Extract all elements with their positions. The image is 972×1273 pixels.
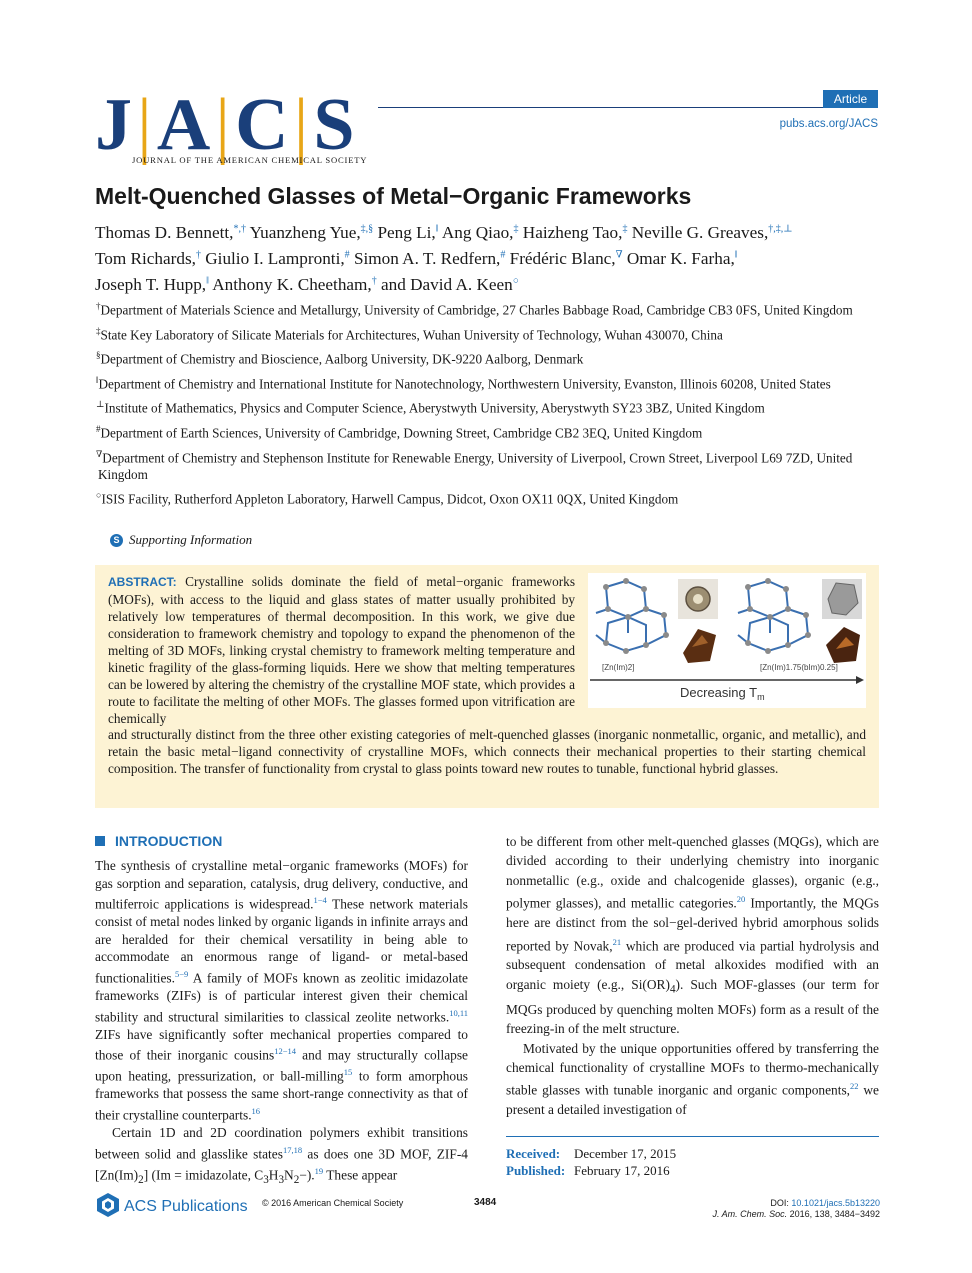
author[interactable]: Joseph T. Hupp,‖	[95, 275, 209, 295]
affiliation-list	[95, 298, 885, 508]
citation-link[interactable]: 1−4	[313, 895, 327, 906]
journal-full-name: JOURNAL OF THE AMERICAN CHEMICAL SOCIETY	[132, 155, 368, 165]
author[interactable]: Ang Qiao,‡	[441, 222, 519, 242]
journal-logo: J|A|C|S	[95, 84, 356, 166]
toc-graphic	[588, 573, 866, 708]
citation-link[interactable]: 15	[343, 1067, 353, 1078]
supporting-information-link[interactable]: S Supporting Information	[110, 532, 252, 548]
author[interactable]: Thomas D. Bennett,*,†	[95, 222, 246, 242]
paragraph: Certain 1D and 2D coordination polymers exhibit transitions between solid and glasslike states$^{17,18}$ as does one 3D MOF, ZIF-4 $[Zn(Im)_2] (Im$ = imidazolate, $C_3H_3N_2-).^{19}$ These appear	[95, 1125, 468, 1186]
received-date: Received: December 17, 2015	[506, 1146, 677, 1161]
doi-citation: DOI: 10.1021/jacs.5b13220 J. Am. Chem. Soc. 2016, 138, 3484−3492	[712, 1198, 880, 1219]
toc-arrow-label: Decreasing $T_m$	[680, 685, 765, 702]
supporting-info-icon: S	[110, 534, 123, 547]
citation-link[interactable]: 12−14	[274, 1046, 296, 1057]
abstract-label: ABSTRACT:	[108, 575, 177, 589]
affiliation: †Department of Materials Science and Metallurgy, University of Cambridge, 27 Charles Babbage Road, Cambridge CB3 0FS, United Kingdom	[96, 301, 853, 318]
dates-rule	[506, 1136, 879, 1137]
author[interactable]: Frédéric Blanc,∇	[509, 248, 623, 268]
arrow-head-icon	[856, 676, 864, 684]
article-type-badge: Article	[823, 90, 878, 108]
author[interactable]: Giulio I. Lampronti,#	[205, 248, 350, 268]
section-square-icon	[95, 836, 105, 846]
acs-publications-logo[interactable]: ACS Publications	[95, 1192, 248, 1223]
citation-link[interactable]: 10,11	[449, 1007, 468, 1018]
author[interactable]: Yuanzheng Yue,‡,§	[249, 222, 374, 242]
author[interactable]: Anthony K. Cheetham,†	[212, 275, 377, 295]
journal-url-link[interactable]: pubs.acs.org/JACS	[779, 118, 878, 130]
zif-nodes-right	[745, 578, 811, 654]
affiliation: ∇Department of Chemistry and Stephenson Institute for Renewable Energy, University of Liverpool, Crown Street, Liverpool L69 7ZD, United Kingdom	[96, 448, 853, 483]
publication-dates	[506, 1145, 676, 1179]
toc-label-right: [Zn(Im)1.75(bIm)0.25]	[760, 663, 838, 672]
citation-link[interactable]: 20	[736, 894, 746, 905]
article-title: Melt-Quenched Glasses of Metal−Organic Frameworks	[95, 183, 692, 209]
published-date: Published: February 17, 2016	[506, 1163, 670, 1178]
author[interactable]: Simon A. T. Redfern,#	[353, 248, 506, 268]
copyright: © 2016 American Chemical Society	[262, 1198, 404, 1208]
author[interactable]: Peng Li,‖	[377, 222, 439, 242]
author[interactable]: Tom Richards,†	[95, 248, 201, 268]
abstract-text: ABSTRACT: Crystalline solids dominate the field of metal−organic frameworks (MOFs), with access to the liquid and glass states of matter usually prohibited by relatively low temperatures of thermal decomposition. In this work, we give due consideration to framework chemistry and topology to expand the phenomenon of the melting of 3D MOFs, linking crystal chemistry to framework melting temperature and kinetic fragility of the glass-forming liquids. Here we show that melting temperatures can be lowered by altering the chemistry of the crystalline MOF state, which provides a route to facilitate the melting of other MOFs. The glasses formed upon vitrification are chemically	[108, 574, 575, 726]
citation-link[interactable]: 21	[612, 936, 622, 947]
affiliation: ⊥Institute of Mathematics, Physics and Computer Science, Aberystwyth University, Aberystwyth SY23 3BZ, United Kingdom	[96, 399, 765, 416]
author[interactable]: Omar K. Farha,‖	[626, 248, 738, 268]
author-list	[95, 218, 885, 297]
paragraph: The synthesis of crystalline metal−organic frameworks (MOFs) for gas sorption and separation, catalysis, drug delivery, conductive, and multiferroic applications is widespread.$^{1-4}$ These network materials consist of metal nodes linked by organic ligands in infinite arrays and are heralded for their chemical versatility in being able to accommodate an enormous range of ligand- or metal-based functionalities.$^{5-9}$ A family of MOFs known as zeolitic imidazolate frameworks (ZIFs) is of particular interest given their chemical stability and structural similarities to classical zeolite networks.$^{10,11}$ ZIFs have significantly softer mechanical properties compared to those of their inorganic cousins$^{12-14}$ and may structurally collapse upon heating, pressurization, or ball-milling$^{15}$ to form amorphous frameworks that possess the same short-range connectivity as that of their crystalline counterparts.$^{16}$	[95, 858, 468, 1123]
doi-link[interactable]: 10.1021/jacs.5b13220	[791, 1198, 880, 1208]
citation-link[interactable]: 5−9	[174, 969, 189, 980]
section-heading-introduction: INTRODUCTION	[95, 833, 222, 849]
body-column-left	[95, 857, 468, 1190]
page-number: 3484	[474, 1197, 497, 1208]
affiliation: #Department of Earth Sciences, University of Cambridge, Downing Street, Cambridge CB2 3EQ, United Kingdom	[96, 423, 703, 441]
citation-link[interactable]: 17,18	[282, 1144, 303, 1155]
toc-label-left: [Zn(Im)2]	[602, 663, 635, 672]
affiliation: §Department of Chemistry and Bioscience, Aalborg University, DK-9220 Aalborg, Denmark	[96, 350, 584, 367]
acs-hexagon-icon	[95, 1192, 121, 1218]
paragraph: to be different from other melt-quenched glasses (MQGs), which are divided according to their underlying chemistry into inorganic nonmetallic (e.g., oxide and chalcogenide glasses), organic (e.g., polymer glasses), and metallic categories.$^{20}$ Importantly, the MQGs here are distinct from the sol−gel-derived hybrid amorphous solids reported by Novak,$^{21}$ which are produced via partial hydrolysis and subsequent condensation of metal alkoxides modified with an organic moiety (e.g., $Si(OR)_4$). Such MOF-glasses (our term for MQGs produced by quenching molten MOFs) form as a result of the freezing-in of the melt structure.	[506, 834, 880, 1037]
citation-link[interactable]: 22	[850, 1081, 859, 1092]
affiliation: ○ISIS Facility, Rutherford Appleton Laboratory, Harwell Campus, Didcot, Oxon OX11 0QX, United Kingdom	[96, 490, 679, 507]
zif-nodes-left	[603, 578, 669, 654]
body-column-right	[506, 832, 879, 1120]
author[interactable]: Haizheng Tao,‡	[522, 222, 628, 242]
header-rule	[378, 107, 878, 108]
abstract-text-continued: and structurally distinct from the three other existing categories of melt-quenched glasses (inorganic nonmetallic, organic, and metallic), and retain the basic metal−ligand connectivity of crystalline MOFs, which connects their mechanical properties to their starting chemical composition. The transfer of functionality from crystal to glass points toward new routes to tunable, functional hybrid glasses.	[108, 727, 866, 776]
citation-link[interactable]: 16	[251, 1106, 261, 1117]
author[interactable]: and David A. Keen○	[381, 275, 519, 295]
author[interactable]: Neville G. Greaves,†,‡,⊥	[631, 222, 793, 242]
affiliation: ‖Department of Chemistry and International Institute for Nanotechnology, Northwestern University, Evanston, Illinois 60208, United States	[96, 374, 831, 392]
paragraph: Motivated by the unique opportunities offered by transferring the chemical functionality of crystalline MOFs to thermo-mechanically stable glasses with tunable inorganic and organic components,$^{22}$ we present a detailed investigation of	[506, 1040, 880, 1118]
affiliation: ‡State Key Laboratory of Silicate Materials for Architectures, Wuhan University of Technology, Wuhan 430070, China	[96, 325, 723, 342]
citation-link[interactable]: 19	[314, 1165, 324, 1176]
